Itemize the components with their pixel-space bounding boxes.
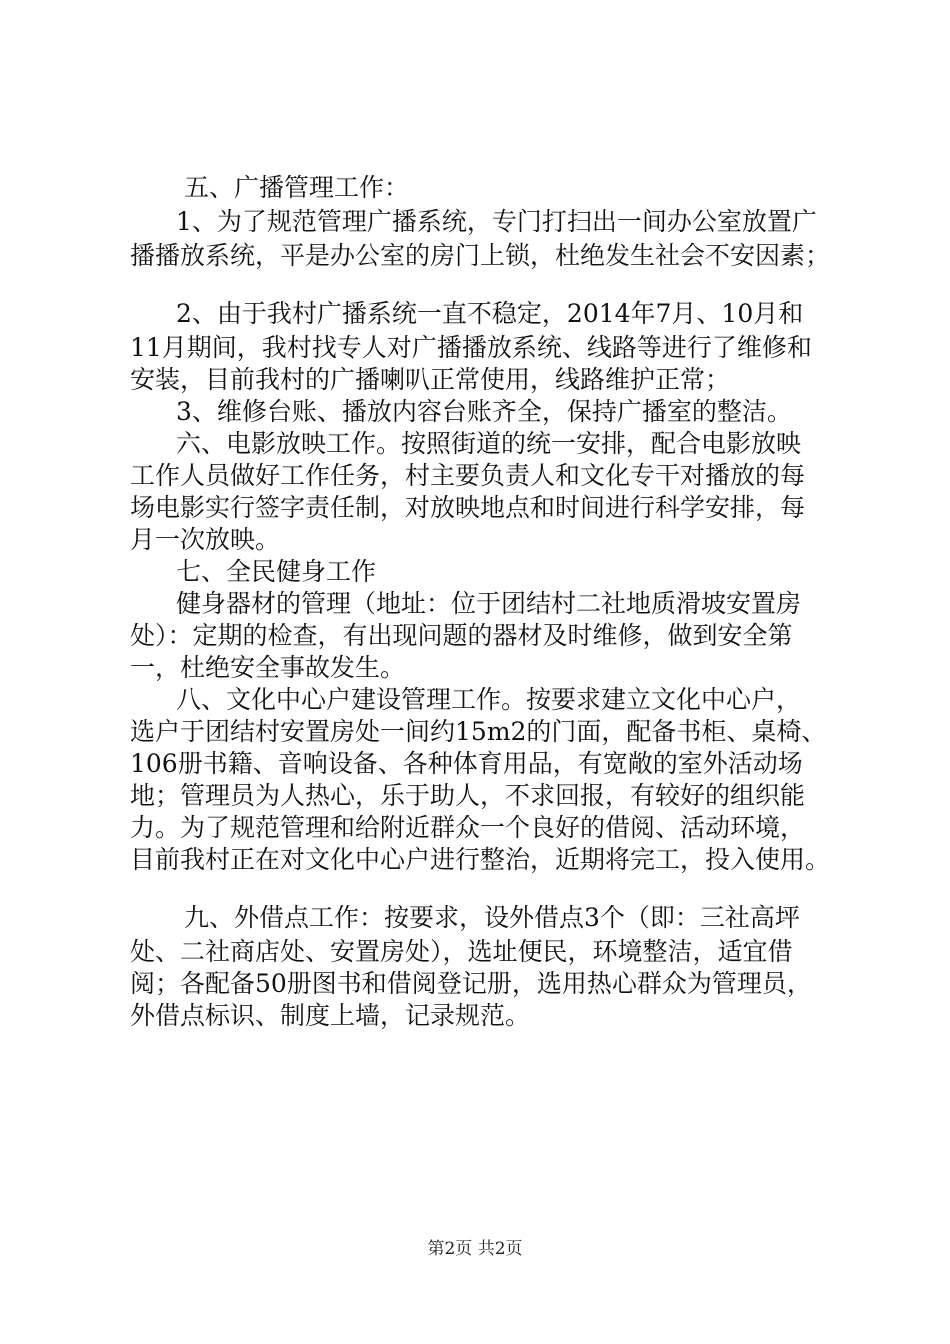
paragraph-line: 工作人员做好工作任务，村主要负责人和文化专干对播放的每 xyxy=(130,461,806,490)
heading-fitness: 七、全民健身工作 xyxy=(176,557,377,586)
paragraph-line: 3、维修台账、播放内容台账齐全，保持广播室的整洁。 xyxy=(176,397,792,426)
paragraph-line: 健身器材的管理（地址：位于团结村二社地质滑坡安置房 xyxy=(176,589,802,618)
paragraph-line: 处、二社商店处、安置房处），选址便民，环境整洁，适宜借 xyxy=(130,937,793,966)
paragraph-line: 选户于团结村安置房处一间约15m2的门面，配备书柜、桌椅、 xyxy=(130,717,827,746)
heading-lending-points: 九、外借点工作：按要求，设外借点3个（即：三社高坪 xyxy=(184,903,800,932)
paragraph-line: 11月期间，我村找专人对广播播放系统、线路等进行了维修和 xyxy=(130,333,812,362)
paragraph-line: 一，杜绝安全事故发生。 xyxy=(130,653,406,682)
paragraph-line: 阅；各配备50册图书和借阅登记册，选用热心群众为管理员， xyxy=(130,969,812,998)
paragraph-line: 1、为了规范管理广播系统，专门打扫出一间办公室放置广 xyxy=(176,207,817,236)
page-number-label: 第2页 共2页 xyxy=(427,1239,523,1259)
paragraph-line: 安装，目前我村的广播喇叭正常使用，线路维护正常； xyxy=(130,365,731,394)
paragraph-line: 地；管理员为人热心，乐于助人，不求回报，有较好的组织能 xyxy=(130,781,806,810)
paragraph-line: 播播放系统，平是办公室的房门上锁，杜绝发生社会不安因素； xyxy=(130,241,831,270)
paragraph-line: 处）：定期的检查，有出现问题的器材及时维修，做到安全第 xyxy=(130,621,793,650)
paragraph-line: 外借点标识、制度上墙，记录规范。 xyxy=(130,1001,531,1030)
heading-culture-center: 八、文化中心户建设管理工作。按要求建立文化中心户， xyxy=(176,685,802,714)
page-footer xyxy=(0,1238,950,1260)
paragraph-line: 目前我村正在对文化中心户进行整治，近期将完工，投入使用。 xyxy=(130,845,831,874)
paragraph-line: 106册书籍、音响设备、各种体育用品，有宽敞的室外活动场 xyxy=(130,749,803,778)
heading-broadcast: 五、广播管理工作： xyxy=(184,173,410,202)
paragraph-line: 力。为了规范管理和给附近群众一个良好的借阅、活动环境， xyxy=(130,813,806,842)
paragraph-line: 2、由于我村广播系统一直不稳定，2014年7月、10月和 xyxy=(176,299,804,328)
paragraph-line: 月一次放映。 xyxy=(130,525,281,554)
heading-film: 六、电影放映工作。按照街道的统一安排，配合电影放映 xyxy=(176,429,802,458)
paragraph-line: 场电影实行签字责任制，对放映地点和时间进行科学安排，每 xyxy=(130,493,806,522)
